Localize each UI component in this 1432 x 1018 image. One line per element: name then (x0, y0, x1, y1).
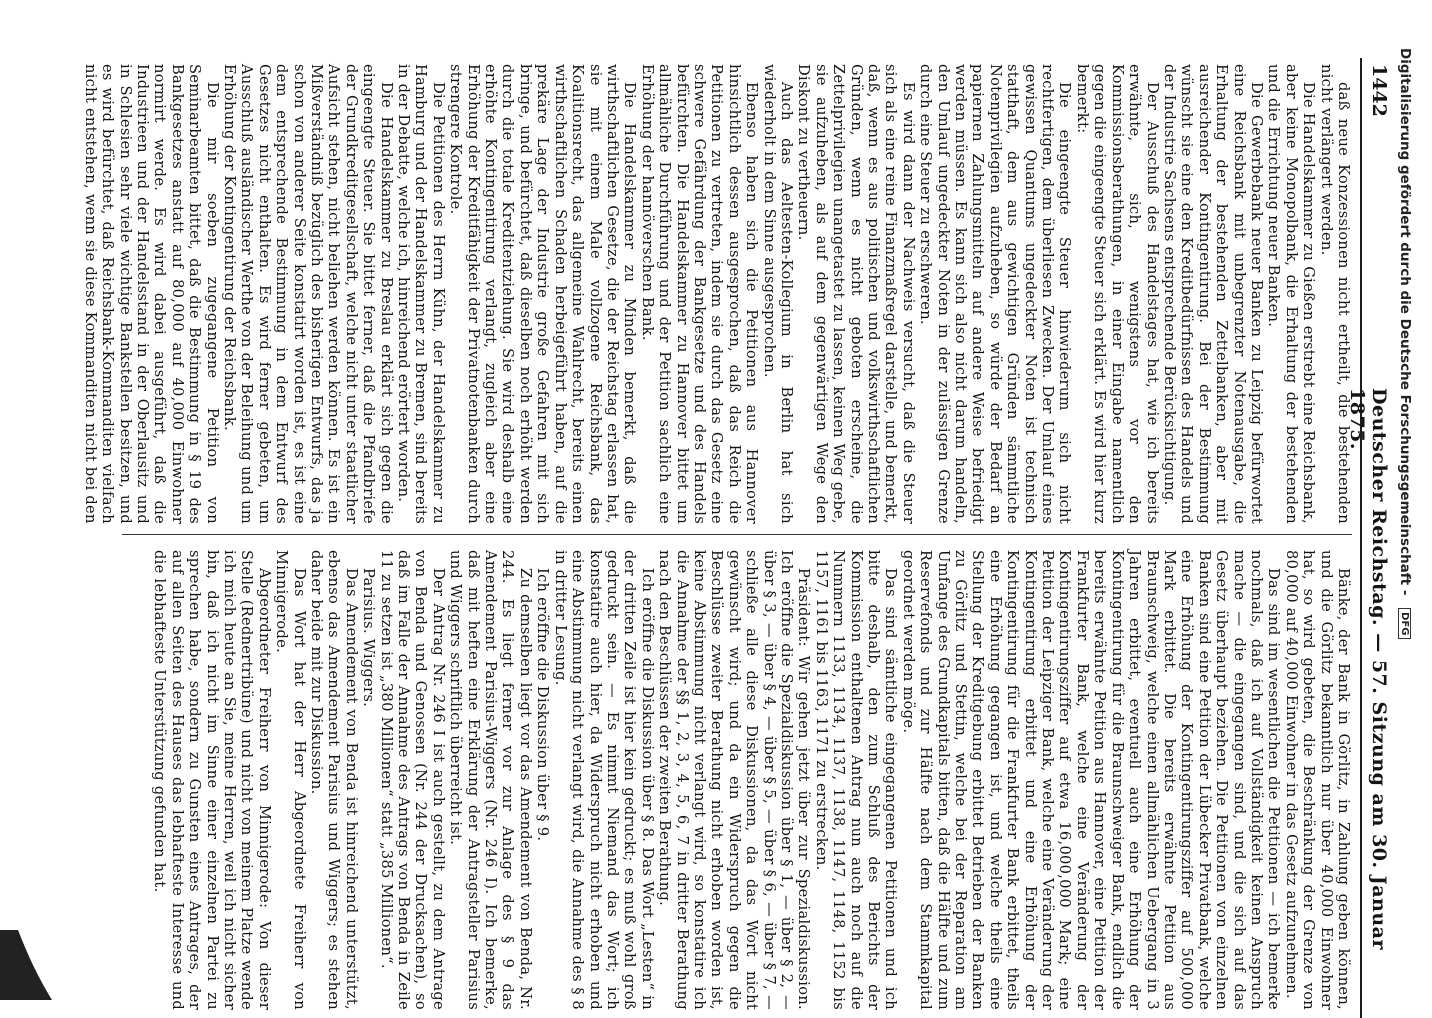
paragraph: Ich eröffne die Diskussion über § 8. Das Wort „Lesten“ in der dritten Zeile ist hier kein gedruckt; es muß wohl groß gedruckt sein. — Es nimmt Niemand das Wort; ich konstatire auch hier, da Widerspruch nicht erhoben und eine Abstimmung nicht verlangt wird, die Annahme des § 8 in dritter Lesung. (551, 550, 656, 1010)
paragraph: Der Ausschuß des Handelstages hat, wie ich bereits erwähnte, sich, wenigstens vor den Kommissionsberathungen, in einer Eingabe namentlich gegen die eingeengte Steuer sich erklärt. Es wird hier kurz bemerkt: (1073, 64, 1161, 524)
right-column (151, 550, 1352, 1010)
digitization-footer (1393, 48, 1413, 978)
paragraph: Die Petitionen des Herrn Kühn, der Handelskammer zu Hamburg und der Handelskammer zu Bremen, sind bereits in der Debatte, welche ich, hinreichend erörtert worden. (395, 64, 447, 524)
left-column (81, 64, 1352, 524)
paragraph: Ich eröffne die Diskussion über § 9. (534, 568, 552, 842)
footer-text: Digitalisierung gefördert durch die Deutsche Forschungsgemeinschaft - (1397, 48, 1413, 596)
paragraph: Der Antrag Nr. 246 I ist auch gestellt, zu dem Antrage von Benda und Genossen (Nr. 244 der Drucksachen), so daß im Falle der Annahme des Antrags von Benda in Zeile 11 zu setzen ist „380 Millionen“ statt „385 Millionen“. (377, 550, 447, 1010)
paragraph: daß neue Konzessionen nicht ertheilt, die bestehenden nicht verlängert werden. (1317, 64, 1352, 524)
paragraph: Es wird dann der Nachweis versucht, daß die Steuer sich als eine reine Finanzmaßregel darstelle, und bemerkt, daß, wenn es aus politischen und volkswirthschaftlichen Gründen, wenn es nicht geboten erscheine, die Zettelprivilegien unangetastet zu lassen, keinen Weg gebe, sie aufzuheben, als auf dem gegenwärtigen Wege den Diskont zu vertheuern. (795, 64, 917, 524)
paragraph: Auch das Aeltesten-Kollegium in Berlin hat sich wiederholt in dem Sinne ausgesprochen. (760, 64, 795, 524)
paragraph: Die Gewerbebank neuer Banken zu Leipzig befürwortet eine Reichsbank mit unbegrenzter Notenausgabe, die Erhaltung der bestehenden Zettelbanken, aber mit ausreichender Kontingentirung. Bei der Bestimmung wünscht sie eine den Kreditbedürfnissen des Handels und der Industrie Sachsens entsprechende Berücksichtigung. (1160, 64, 1265, 524)
paragraph: Die eingeengte Steuer hinwiederum sich nicht rechtfertigen, dem überliesen Zwecken. Der Umlauf eines gewissen Quantums ungedeckter Noten ist technisch statthaft, dem aus gewichtigen Gründen sämmtliche Notenprivilegien aufzuheben, so würde der Bedarf an papiernen Zahlungsmitteln auf andere Weise befriedigt werden müssen. Es kann sich also nicht darum handeln, den Umlauf ungedeckter Noten in der zulässigen Grenze durch eine Steuer zu erschweren. (917, 64, 1074, 524)
paragraph: Präsident: Wir gehen jetzt über zur Spezialdiskussion. Ich eröffne die Spezialdiskussion über § 1, — über § 2, — über § 3, — über § 4, — über § 5, — über § 6, — über § 7, — schließe alle diese Diskussionen, da das Wort nicht gewünscht wird; und da ein Widerspruch gegen die Beschlüsse zweiter Berathung nicht erhoben worden ist, keine Abstimmung nicht verlangt wird, so konstatire ich die Annahme der §§ 1, 2, 3, 4, 5, 6, 7 in dritter Berathung nach den Beschlüssen der zweiten Berathung. (656, 550, 813, 1010)
paragraph: Das Wort hat der Herr Abgeordnete Freiherr von Minnigerode. (273, 550, 308, 1010)
paragraph: Das sind im wesentlichen die Petitionen — ich bemerke nochmals, daß ich auf Vollständigkeit keinen Anspruch mache — die eingegangen sind, und die sich auf das Gesetz überhaupt beziehen. Die Petitionen von einzelnen Banken sind eine Petition der Lübecker Privatbank, welche eine Erhöhung der Kontingentirungsziffer auf 500,000 Mark erbittet. Die bereits erwähnte Petition aus Braunschweig, welche einen allmählichen Uebergang in 3 Jahren erbittet, eventuell auch eine Erhöhung der Kontingentirung für die Braunschweiger Bank, endlich die bereits erwähnte Petition aus Hannover, eine Petition der Frankfurter Bank, welche eine Veränderung der Kontingentirungsziffer auf etwa 16,000,000 Mark; eine Petition der Leipziger Bank, welche eine Veränderung der Kontingentirung erbittet und eine Erhöhung der Kontingentirung für die Frankfurter Bank erbittet, theils eine Erhöhung gegangen ist, und welche theils eine Stellung der Kreditgebung erbittet Betrieben der Banken zu Görlitz und Stettin, welche bei der Reparation am Umfange des Grundkapitals bitten, daß die Hälfte und zum Reservefonds und zur Hälfte nach dem Stammkapital geordnet werden möge. (899, 550, 1283, 1010)
dfg-logo: DFG (1399, 608, 1412, 639)
rotated-page (81, 58, 1392, 1018)
paragraph: Die Handelskammer zu Breslau erklärt sich gegen die eingeengte Steuer. Sie bittet ferner, daß die Pfandbriefe der Grundkreditgesellschaft, welche nicht unter staatlicher Aufsicht stehen, nicht beliehen werden können. Es ist ein Mißverständniß bezüglich des bisherigen Entwurfs, das ja schon von anderer Seite konstatirt worden ist, es ist eine dem entsprechende Bestimmung in dem Entwurf des Gesetzes nicht enthalten. Es wird ferner gebeten, um Ausschluß ausländischer Werthe von der Beleihung und um Erhöhung der Kontingentirung der Reichsbank. (221, 64, 395, 524)
paragraph: Das Amendement von Benda ist hinreichend unterstützt, ebenso das Amendement Parisius und Wiggers; es stehen daher beide mit zur Diskussion. (308, 550, 360, 1010)
paragraph: Die mir soeben zugegangene Petition von Seminarbeamten bittet, daß die Bestimmung in § 19 des Bankgesetzes anstatt auf 80,000 auf 40,000 Einwohner normirt werde. Es wird dabei ausgeführt, daß die Industrieen und der Handelsstand in der Oberlausitz und in Schlesien sehr viele wichtige Bankstellen besitzen, und es wird befürchtet, daß Reichsbank-Kommanditen vielfach nicht entstehen, wenn sie diese Kommanditen nicht bei den (81, 64, 221, 524)
paragraph: Ebenso haben sich die Petitionen aus Hannover hinsichtlich dessen ausgesprochen, daß das Reich die Petitionen zu vertreten, indem sie durch das Gesetz eine schwere Gefährdung der Bankgesetze und des Handels befürchten. Die Handelskammer zu Hannover bittet um allmähliche Durchführung und der Petition sachlich eine Erhöhung der hannöverschen Bank. (638, 64, 761, 524)
paragraph: Die Handelskammer zu Gießen erstrebt eine Reichsbank, aber keine Monopolbank, die Erhaltung der bestehenden und die Errichtung neuer Banken. (1265, 64, 1318, 524)
paragraph: Zu demselben liegt vor das Amendement von Benda, Nr. 244. Es liegt ferner vor zur Anlage des § 9 das Amendement Parisius-Wiggers (Nr. 246 I). Ich bemerke, daß mit heften eine Erklärung der Antragsteller Parisius und Wiggers schriftlich überreicht ist. (447, 550, 534, 1010)
paragraph: Bänke, der Bank in Görlitz, in Zahlung geben können, und die Görlitz bekanntlich nur über 40,000 Einwohner hat, so wird gebeten, die Beschränkung der Grenze von 80,000 auf 40,000 Einwohner in das Gesetz aufzunehmen. (1282, 550, 1352, 1010)
paragraph: Parisius. Wiggers. (360, 568, 378, 708)
paragraph: Abgeordneter Freiherr von Minnigerode: Von dieser Stelle (Rednertribüne) und nicht von meinem Platze wende ich mich heute an Sie, meine Herren, weil ich nicht sicher bin, daß ich nicht im Sinne einer einzelnen Partei zu sprechen habe, sondern zu Gunsten eines Antrages, der auf allen Seiten des Hauses das lebhafteste Interesse und die lebhafteste Unterstützung gefunden hat. (151, 550, 273, 1010)
paragraph: Das sind sämtliche eingegangenen Petitionen und ich bitte deshalb, den zum Schluß des Berichts der Kommission enthaltenen Antrag nun auch noch auf die Nummern 1133, 1134, 1137, 1138, 1147, 1148, 1152 bis 1157, 1161 bis 1163, 1171 zu erstrecken. (812, 550, 900, 1010)
paragraph: Die Handelskammer zu Minden bemerkt, daß die wirthschaftlichen Gesetze, die der Reichstag erlassen hat, sie mit einem Male vollzogene Reichsbank, das Koalitionsrecht, das allgemeine Wahlrecht, bereits einen wirthschaftlichen Schaden herbeigeführt haben, auf die prekäre Lage der Industrie große Gefahren mit sich bringe, und befürchtet, daß dieselben noch erhöht werden durch die totale Kreditentziehung. Sie wird deshalb eine erhöhte Kontingentirung verlangt, zugleich aber eine Erhöhung der Kreditfähigkeit der Privatnotenbanken durch strengere Kontrole. (447, 64, 639, 524)
scan-edge-shadow (0, 930, 52, 1000)
page-number: 1442 (1368, 64, 1390, 117)
column-divider (122, 534, 1352, 535)
page-header (1346, 58, 1392, 1018)
page-title: Deutscher Reichstag. — 57. Sitzung am 30. Januar 1875. (1346, 388, 1390, 950)
